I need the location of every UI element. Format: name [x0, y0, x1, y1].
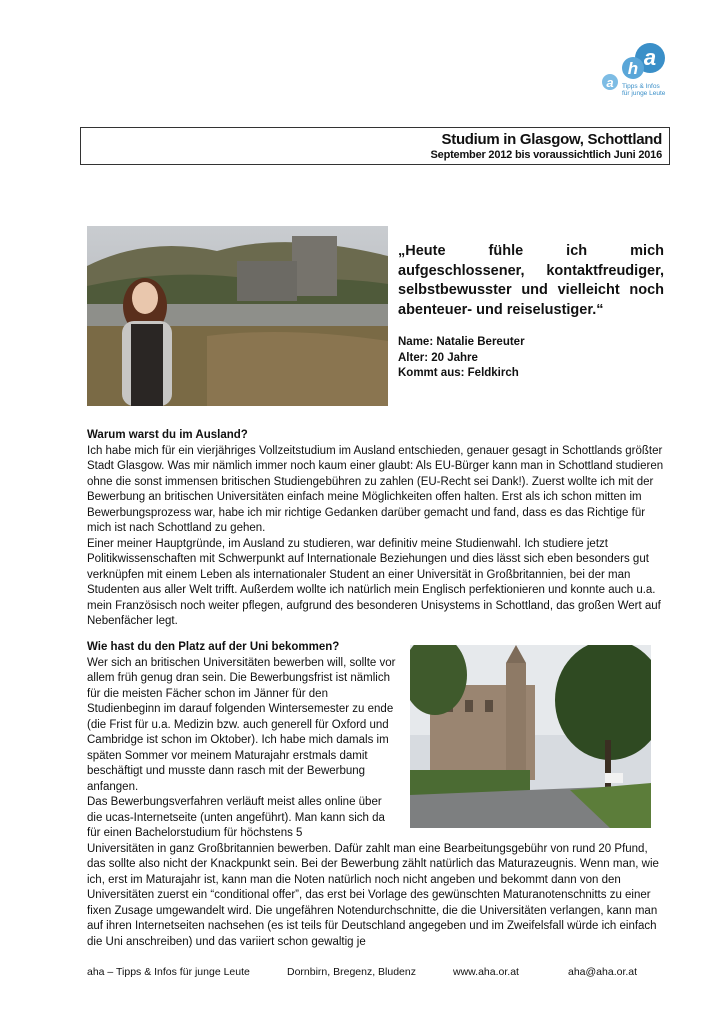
section-why-abroad: [87, 428, 667, 630]
page-title: Studium in Glasgow, Schottland: [441, 131, 662, 148]
fact-origin: Kommt aus: Feldkirch: [398, 367, 519, 379]
pull-quote: „Heute fühle ich mich aufgeschlossener, kontaktfreudiger, selbstbewusster und vielleicht noch abenteuer- und reiselustiger.“: [398, 243, 664, 318]
section-narrow-column: [87, 640, 397, 842]
section-heading: Warum warst du im Ausland?: [87, 429, 248, 441]
svg-text:a: a: [643, 45, 657, 70]
footer-website-link[interactable]: www.aha.or.at: [453, 966, 519, 978]
profile-facts: [398, 335, 525, 382]
paragraph: Einer meiner Hauptgründe, im Ausland zu studieren, war definitiv meine Studienwahl. Ich studiere jetzt Politikwissenschaften mit Schwerpunkt auf Internationale Beziehungen und dies lässt sich eben besonders gut verknüpfen mit einem Leben als internationaler Student an einer Universität in Großbritannien, bei der man Studenten aus aller Welt trifft. Außerdem wollte ich natürlich mein Englisch perfektionieren und konnte auch u.a. mein Französisch noch weiter pflegen, aufgrund des besonderen Unisystems in Schottland, das großen Wert auf Nebenfächer legt.: [87, 537, 661, 627]
footer-locations: Dornbirn, Bregenz, Bludenz: [287, 966, 416, 978]
paragraph: Das Bewerbungsverfahren verläuft meist alles online über die ucas-Internetseite (unten angeführt). Man kann sich da für einen Bachelorstudium für höchstens 5: [87, 796, 385, 839]
page-subtitle: September 2012 bis voraussichtlich Juni 2016: [430, 149, 662, 161]
fact-age: Alter: 20 Jahre: [398, 351, 478, 364]
paragraph: Wer sich an britischen Universitäten bewerben will, sollte vor allem früh genug dran sein. Die Bewerbungsfrist ist nämlich für die meisten Fächer schon im Jänner für den Studienbeginn im darauf folgenden Wintersemester zu ende (die Frist für u.a. Medizin bzw. auch generell für Oxford und Cambridge ist schon im Oktober). Ich habe mich damals im späten Sommer vor meinem Maturajahr erstmals damit beschäftigt und musste dann rasch mit der Bewerbung anfangen.: [87, 656, 396, 793]
logo-tagline: [622, 83, 665, 97]
section-how-place: [87, 640, 667, 950]
fact-name: Name: Natalie Bereuter: [398, 336, 525, 348]
footer-org: aha – Tipps & Infos für junge Leute: [87, 966, 250, 978]
portrait-photo: [87, 226, 388, 406]
logo-tagline-line1: Tipps & Infos: [622, 83, 660, 90]
svg-text:a: a: [606, 75, 614, 90]
paragraph: Universitäten in ganz Großbritannien bewerben. Dafür zahlt man eine Bearbeitungsgebühr von rund 20 Pfund, das sollte also nicht der Knackpunkt sein. Bei der Bewerbung zählt natürlich das Maturazeugnis. Wenn man, wie ich, erst im Maturajahr ist, kann man die Noten natürlich noch nicht angeben und bekommt dann von den Universitäten zuerst ein “conditional offer”, das erst bei Vorlage des gewünschten Maturanotenschnitts zu einer fixen Zusage umgewandelt wird. Die ungefähren Notendurchschnitte, die die Universitäten verlangen, kann man auf ihren Internetseiten nachsehen (es ist teils für Deutschland angegeben und im Zweifelsfall würde ich einfach die Uni anschreiben) und das variiert schon gewaltig je: [87, 842, 659, 948]
footer-email-link[interactable]: aha@aha.or.at: [568, 966, 638, 978]
svg-text:h: h: [627, 59, 639, 78]
logo-tagline-line2: für junge Leute: [622, 90, 666, 97]
paragraph: Ich habe mich für ein vierjähriges Vollzeitstudium im Ausland entschieden, genauer gesagt in Schottlands größter Stadt Glasgow. Was mir nämlich immer noch kaum einer glaubt: Als EU-Bürger kann man in Schottland studieren ohne die sonst immensen britischen Studiengebühren zu zahlen (EU-Recht sei Dank!). Zuerst wollte ich mit der Bewerbung an britischen Universitäten einfach meine Möglichkeiten offen halten. Erst als ich schon mitten im Bewerbungsprozess war, habe ich mir richtige Gedanken darüber gemacht und fand, dass es das Richtige für mich ist nach Schottland zu gehen.: [87, 444, 664, 534]
title-box: [80, 127, 670, 165]
section-heading: Wie hast du den Platz auf der Uni bekommen?: [87, 641, 340, 653]
